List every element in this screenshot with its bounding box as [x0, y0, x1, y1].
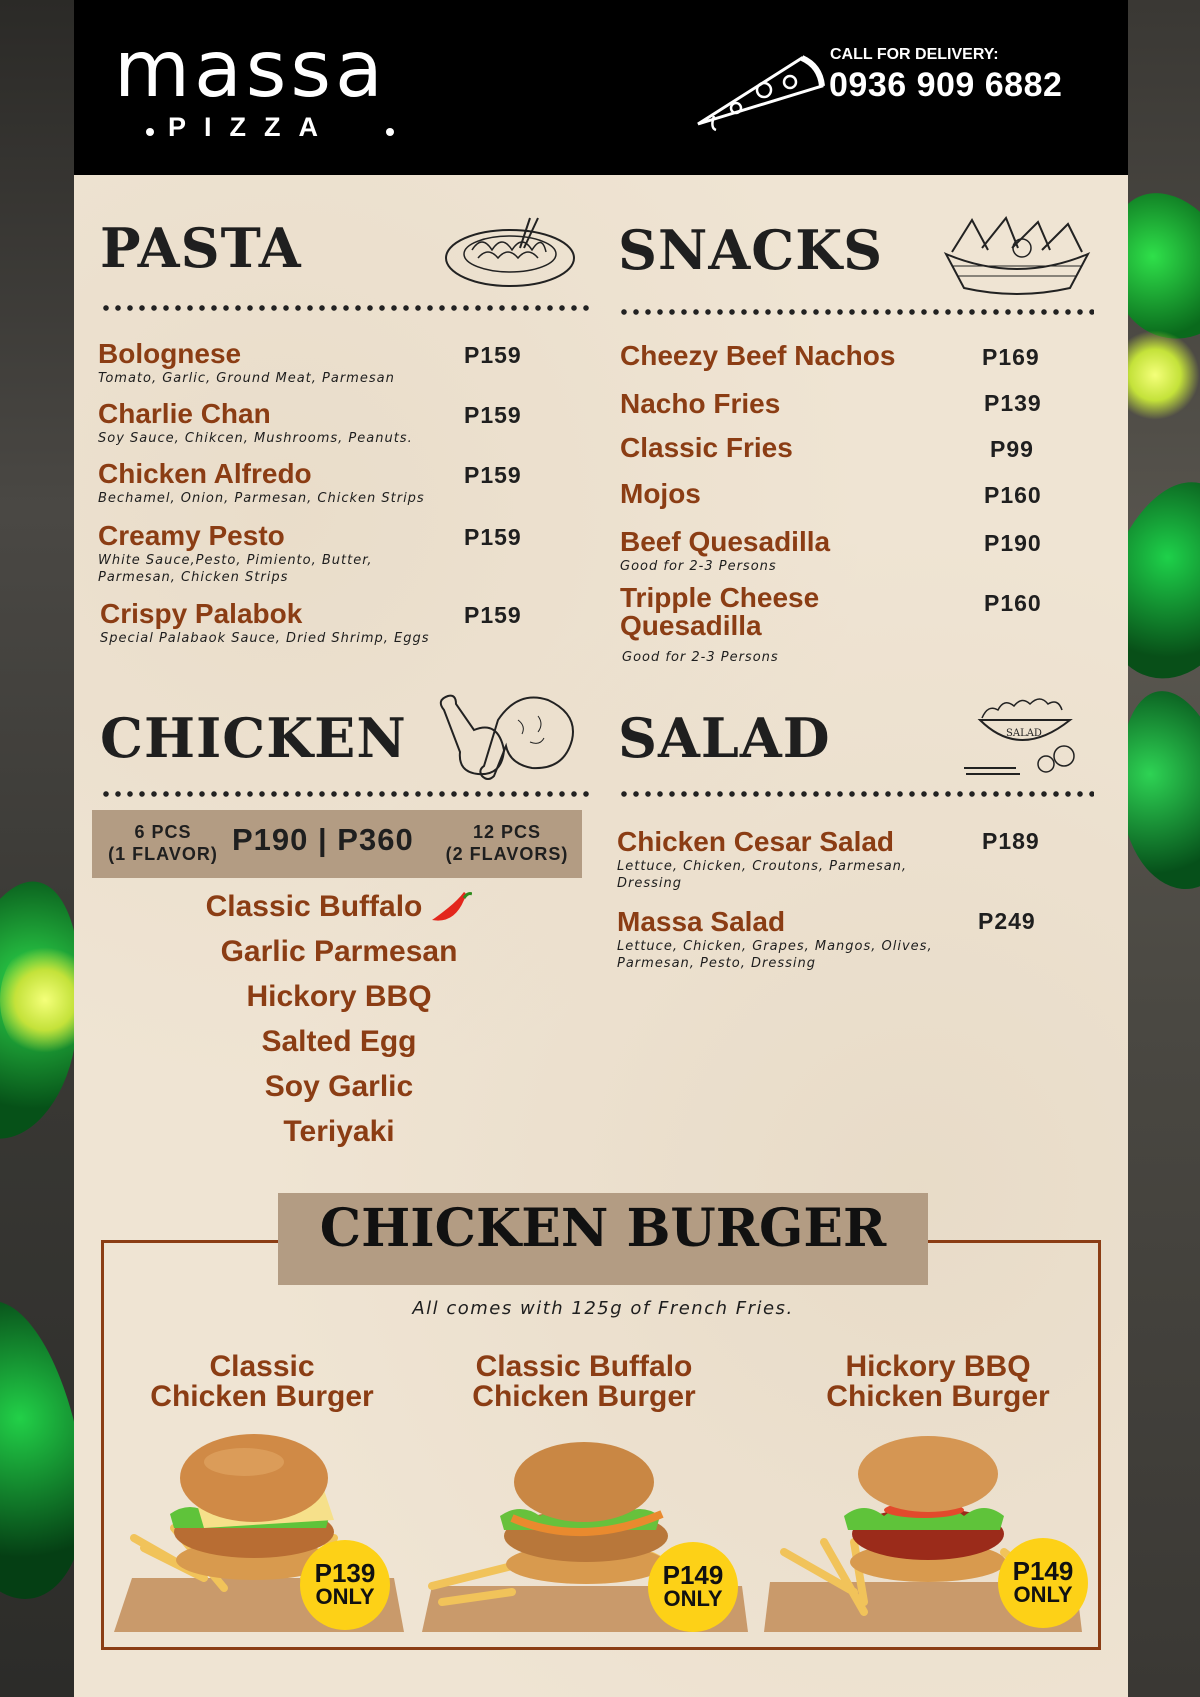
delivery-phone-number[interactable]: 0936 909 6882	[829, 66, 1063, 104]
pasta-item-desc: Tomato, Garlic, Ground Meat, Parmesan	[98, 371, 395, 386]
snacks-item-price: P169	[982, 344, 1040, 370]
menu-header	[74, 0, 1128, 175]
chicken-drumstick-illustration	[434, 690, 584, 784]
burger-fries-note: All comes with 125g of French Fries.	[412, 1298, 794, 1319]
snacks-item-name: Classic Fries	[620, 432, 793, 463]
pasta-item-price: P159	[464, 462, 522, 488]
pasta-item-desc: Bechamel, Onion, Parmesan, Chicken Strips	[98, 491, 425, 506]
snacks-item-price: P139	[984, 390, 1042, 416]
logo-dot	[386, 128, 394, 136]
pasta-item-desc: Special Palabaok Sauce, Dried Shrimp, Eggs	[100, 631, 430, 646]
burger-price-badge: P149 ONLY	[998, 1538, 1088, 1628]
pasta-item-name: Bolognese	[98, 338, 242, 369]
pasta-item-price: P159	[464, 524, 522, 550]
pasta-title: PASTA	[100, 216, 302, 280]
brand-logo-sub: PIZZA	[168, 112, 336, 142]
salad-item-desc: Lettuce, Chicken, Croutons, Parmesan, Dressing	[617, 859, 908, 891]
flavor-teriyaki: Teriyaki	[283, 1115, 395, 1148]
chicken-dotted-divider	[100, 790, 592, 798]
pasta-item-name: Crispy Palabok	[100, 598, 303, 629]
chicken-pricing-bar	[92, 810, 582, 878]
pasta-item-price: P159	[464, 342, 522, 368]
pasta-item-name: Chicken Alfredo	[98, 458, 312, 489]
burger-item-name: Classic Buffalo Chicken Burger	[472, 1350, 696, 1413]
pasta-item-desc: Soy Sauce, Chikcen, Mushrooms, Peanuts.	[98, 431, 413, 446]
brand-logo-word: massa	[114, 25, 387, 115]
call-for-delivery-label: CALL FOR DELIVERY:	[830, 46, 999, 63]
chicken-title: CHICKEN	[100, 706, 407, 770]
pasta-item-price: P159	[464, 402, 522, 428]
twelve-pcs-label: 12 PCS (2 FLAVORS)	[445, 822, 569, 864]
salad-item-name: Chicken Cesar Salad	[617, 826, 895, 857]
flavor-soy-garlic: Soy Garlic	[264, 1070, 414, 1103]
salad-title: SALAD	[618, 706, 831, 770]
flavor-hickory-bbq: Hickory BBQ	[246, 980, 432, 1013]
pasta-item-name: Creamy Pesto	[98, 520, 285, 551]
chicken-prices: P190 | P360	[232, 822, 414, 857]
snacks-item-name: Cheezy Beef Nachos	[620, 340, 896, 371]
snacks-item-name: Beef Quesadilla	[620, 526, 831, 557]
snacks-title: SNACKS	[618, 218, 884, 282]
pasta-dotted-divider	[100, 304, 592, 312]
snacks-item-price: P99	[990, 436, 1034, 462]
flavor-classic-buffalo: Classic Buffalo	[164, 890, 514, 926]
burger-price-badge: P139 ONLY	[300, 1540, 390, 1630]
pasta-plate-illustration	[442, 212, 578, 290]
pasta-item-name: Charlie Chan	[98, 398, 271, 429]
chili-pepper-icon	[428, 890, 472, 926]
pasta-item-price: P159	[464, 602, 522, 628]
burger-item-name: Hickory BBQ Chicken Burger	[826, 1350, 1050, 1413]
snacks-item-desc: Good for 2-3 Persons	[622, 650, 779, 665]
pasta-item-desc: White Sauce,Pesto, Pimiento, Butter, Parmesan, Chicken Strips	[98, 553, 373, 585]
snacks-item-name: Nacho Fries	[620, 388, 781, 419]
pizza-slice-icon	[694, 52, 826, 132]
nachos-basket-illustration	[942, 214, 1092, 296]
snacks-item-price: P160	[984, 590, 1042, 616]
salad-item-price: P249	[978, 908, 1036, 934]
burger-item-name: Classic Chicken Burger	[150, 1350, 374, 1413]
snacks-item-price: P160	[984, 482, 1042, 508]
salad-bowl-illustration	[960, 690, 1090, 780]
burger-title: CHICKEN BURGER	[319, 1198, 887, 1259]
salad-dotted-divider	[618, 790, 1094, 798]
snacks-dotted-divider	[618, 308, 1094, 316]
six-pcs-label: 6 PCS (1 FLAVOR)	[108, 822, 218, 864]
svg-text:SALAD: SALAD	[1006, 728, 1042, 739]
salad-item-name: Massa Salad	[617, 906, 786, 937]
flavor-salted-egg: Salted Egg	[261, 1025, 417, 1058]
salad-item-desc: Lettuce, Chicken, Grapes, Mangos, Olives, Parmesan, Pesto, Dressing	[617, 939, 933, 971]
snacks-item-price: P190	[984, 530, 1042, 556]
burger-price-badge: P149 ONLY	[648, 1542, 738, 1632]
flavor-garlic-parmesan: Garlic Parmesan	[220, 935, 458, 968]
snacks-item-desc: Good for 2-3 Persons	[620, 559, 777, 574]
menu-sheet	[74, 0, 1128, 1697]
salad-item-price: P189	[982, 828, 1040, 854]
snacks-item-name: Tripple Cheese Quesadilla	[620, 582, 820, 641]
snacks-item-name: Mojos	[620, 478, 701, 509]
logo-dot	[146, 128, 154, 136]
